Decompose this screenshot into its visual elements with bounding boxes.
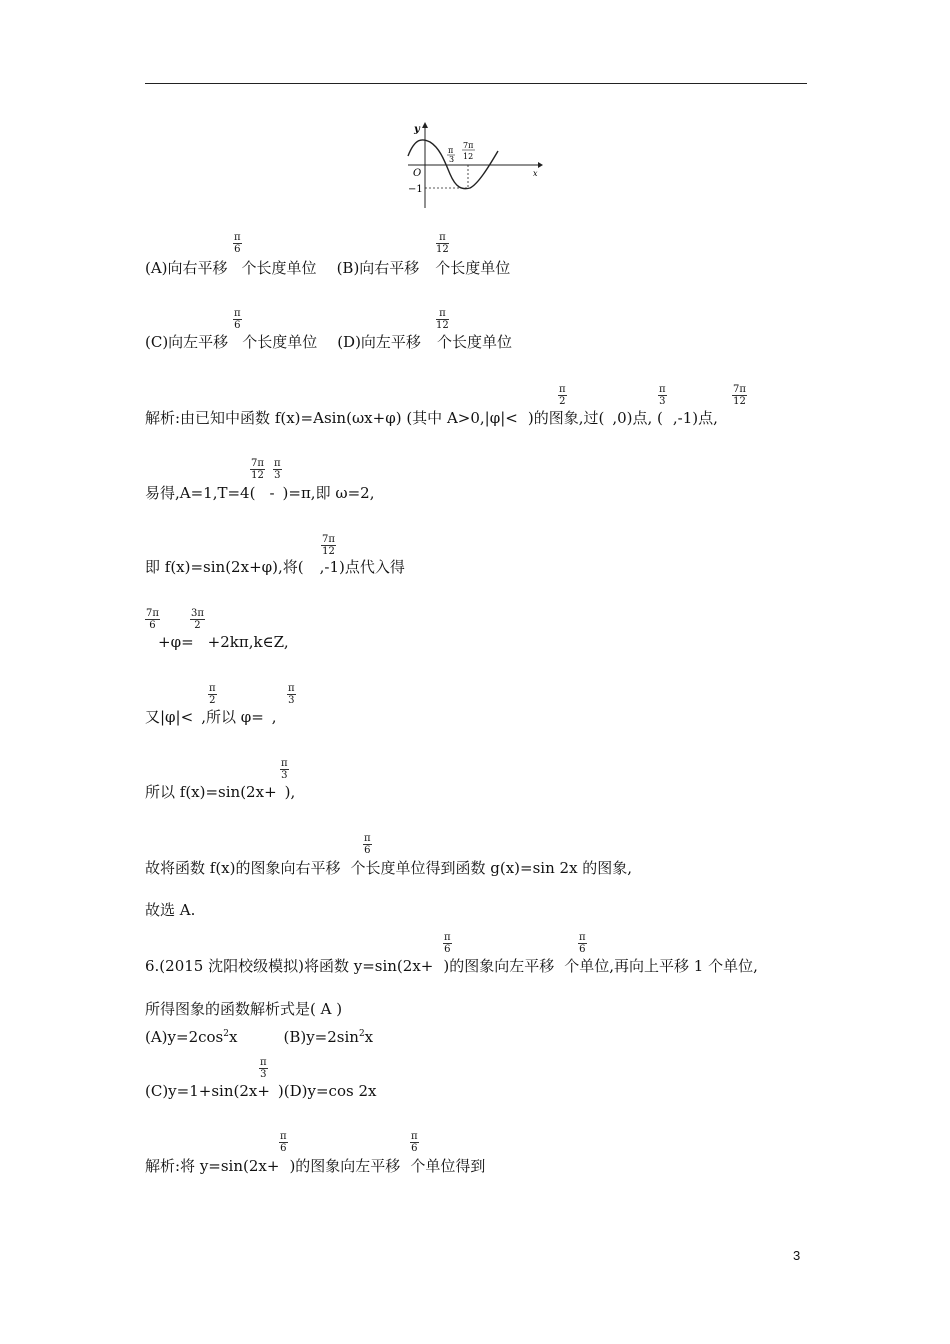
frac-pi-6-p6b: $\frac{\pi}{6}$ bbox=[579, 932, 586, 955]
frac-pi-6-a: $\frac{\pi}{6}$ bbox=[234, 232, 241, 255]
sine-graph-figure bbox=[400, 118, 550, 213]
x-axis-arrow bbox=[538, 162, 543, 168]
problem6-options-cd: (C)y=1+sin(2x+ )(D)y=cos 2x bbox=[145, 1082, 377, 1100]
problem6-line-1: 6.(2015 沈阳校级模拟)将函数 y=sin(2x+ )的图象向左平移 个单位,再向上平移 1 个单位, bbox=[145, 957, 758, 975]
frac-pi-2-l5: $\frac{\pi}{2}$ bbox=[209, 683, 216, 706]
problem6-line-2: 所得图象的函数解析式是( A ) bbox=[145, 1000, 343, 1018]
frac-pi-6-p6s2: $\frac{\pi}{6}$ bbox=[411, 1131, 418, 1154]
y-axis-arrow bbox=[422, 122, 428, 128]
tick-7pi12-num: 7π bbox=[463, 141, 474, 150]
tick-7pi12-den: 12 bbox=[463, 152, 474, 161]
frac-pi-6-c: $\frac{\pi}{6}$ bbox=[234, 308, 241, 331]
frac-pi-6-p6a: $\frac{\pi}{6}$ bbox=[444, 932, 451, 955]
tick-pi3-num: π bbox=[448, 146, 454, 155]
frac-pi-6-l7: $\frac{\pi}{6}$ bbox=[364, 833, 371, 856]
solution-line-7: 故将函数 f(x)的图象向右平移 个长度单位得到函数 g(x)=sin 2x 的图象, bbox=[145, 859, 633, 877]
frac-pi-2: $\frac{\pi}{2}$ bbox=[559, 384, 566, 407]
frac-7pi-12-l2: $\frac{7\pi}{12}$ bbox=[251, 458, 264, 481]
frac-pi-12-b: $\frac{\pi}{12}$ bbox=[436, 232, 449, 255]
y-axis-label: y bbox=[414, 124, 420, 135]
tick-pi3-den: 3 bbox=[449, 155, 455, 164]
frac-pi-3-l2: $\frac{\pi}{3}$ bbox=[274, 458, 281, 481]
frac-pi-6-p6s1: $\frac{\pi}{6}$ bbox=[280, 1131, 287, 1154]
frac-7pi-6: $\frac{7\pi}{6}$ bbox=[146, 608, 159, 631]
page-number: 3 bbox=[793, 1248, 801, 1263]
frac-7pi-12: $\frac{7\pi}{12}$ bbox=[733, 384, 746, 407]
options-cd-line: (C)向左平移 个长度单位 (D)向左平移 个长度单位 bbox=[145, 333, 512, 351]
frac-pi-3-l6: $\frac{\pi}{3}$ bbox=[281, 758, 288, 781]
solution-line-8: 故选 A. bbox=[145, 901, 196, 919]
origin-label: O bbox=[413, 168, 422, 179]
frac-pi-3-l5: $\frac{\pi}{3}$ bbox=[288, 683, 295, 706]
problem6-options-ab: $(A)y=2\cos^2x$ $(B)y=2\sin^2x$ bbox=[145, 1028, 374, 1046]
solution-line-5: 又|φ|< ,所以 φ= , bbox=[145, 708, 277, 726]
options-ab-line: (A)向右平移 个长度单位 (B)向右平移 个长度单位 bbox=[145, 259, 511, 277]
frac-pi-12-d: $\frac{\pi}{12}$ bbox=[436, 308, 449, 331]
neg-one-label: −1 bbox=[408, 184, 423, 195]
x-axis-label: x bbox=[533, 169, 538, 178]
frac-3pi-2: $\frac{3\pi}{2}$ bbox=[191, 608, 204, 631]
solution-line-2: 易得,A=1,T=4( - )=π,即 ω=2, bbox=[145, 484, 375, 502]
problem6-solution: 解析:将 y=sin(2x+ )的图象向左平移 个单位得到 bbox=[145, 1157, 486, 1175]
frac-7pi-12-l3: $\frac{7\pi}{12}$ bbox=[322, 534, 335, 557]
header-rule bbox=[145, 83, 807, 84]
solution-line-3: 即 f(x)=sin(2x+φ),将( ,-1)点代入得 bbox=[145, 558, 405, 576]
solution-line-4: +φ= +2kπ,k∈Z, bbox=[158, 633, 289, 651]
solution-line-1: 解析:由已知中函数 f(x)=Asin(ωx+φ) (其中 A>0,|φ|< )的图象,过( ,0)点, ( ,-1)点, bbox=[145, 409, 718, 427]
solution-line-6: 所以 f(x)=sin(2x+ ), bbox=[145, 783, 296, 801]
frac-pi-3: $\frac{\pi}{3}$ bbox=[659, 384, 666, 407]
frac-pi-3-p6c: $\frac{\pi}{3}$ bbox=[260, 1057, 267, 1080]
